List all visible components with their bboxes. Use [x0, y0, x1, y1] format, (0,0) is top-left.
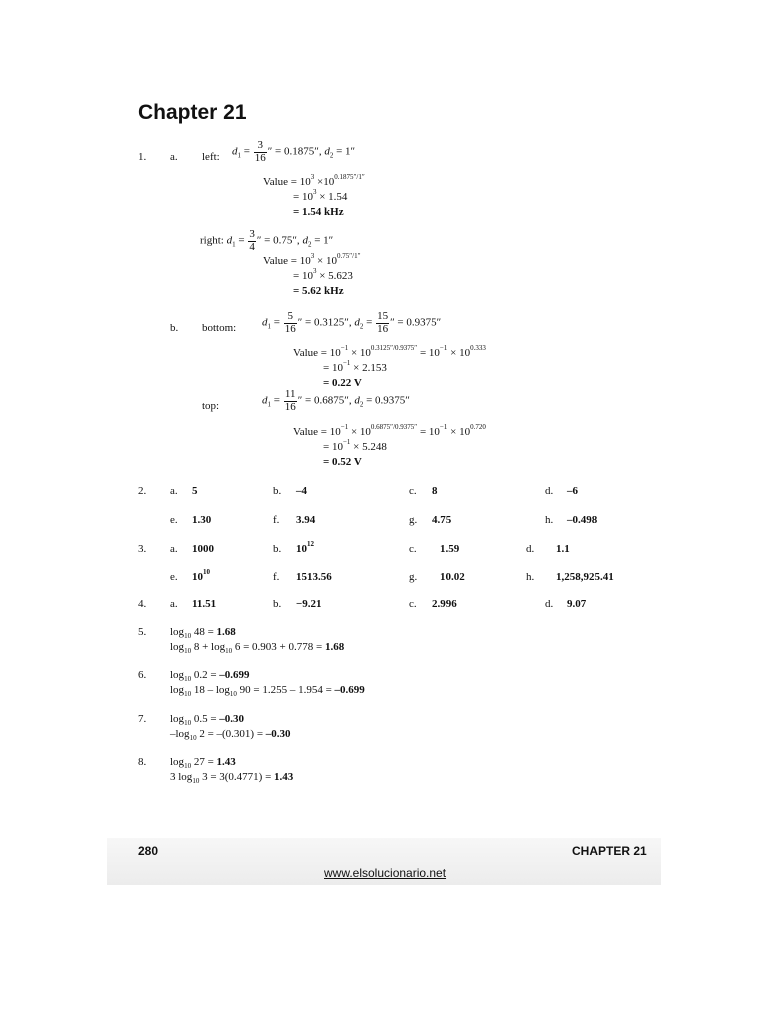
right-result: = 5.62 kHz — [293, 285, 344, 297]
answer-label: h. — [526, 571, 535, 583]
log-line-1: $\log_{10} 48 = 1.68$ — [170, 626, 236, 640]
answer-value: 1,258,925.41 — [556, 571, 614, 583]
answer-value: 5 — [192, 485, 198, 497]
answer-value: $10^{12}$ — [296, 540, 314, 555]
answer-label: d. — [545, 485, 554, 497]
bottom-result: = 0.22 V — [323, 377, 362, 389]
problem-number: 7. — [138, 713, 147, 725]
answer-label: e. — [170, 571, 178, 583]
top-result: = 0.52 V — [323, 456, 362, 468]
log-line-2: $\log_{10} 18 - \log_{10} 90 = 1.255 - 1.954 = -0.699$ — [170, 684, 365, 698]
answer-value: 1.1 — [556, 543, 570, 555]
log-line-1: $\log_{10} 27 = 1.43$ — [170, 756, 236, 770]
top-d-equation: $d_1$ = $\frac{11}{16}$ ″ = 0.6875″, $d_2 = 0.9375''$ — [262, 388, 410, 413]
answer-label: h. — [545, 514, 554, 526]
answer-value: 9.07 — [567, 598, 587, 610]
bottom-value-line1: Value = $10^{-1} \times 10^{0.3125''/0.9375''} = 10^{-1} \times 10^{0.333}$ — [293, 344, 486, 359]
top-value-line2: = $10^{-1} \times 5.248$ — [323, 438, 387, 453]
log-line-2: $\log_{10} 8 + \log_{10} 6 = 0.903 + 0.778 = 1.68$ — [170, 641, 345, 655]
answer-value: –4 — [296, 485, 307, 497]
answer-value: 11.51 — [192, 598, 217, 610]
part-label: b. — [170, 322, 179, 334]
left-value-line1: Value = $10^3 \times 10^{0.1875''/1''}$ — [263, 173, 365, 188]
answer-label: f. — [273, 514, 280, 526]
answer-label: a. — [170, 485, 178, 497]
bottom-value-line2: = $10^{-1} \times 2.153$ — [323, 359, 387, 374]
left-result: = 1.54 kHz — [293, 206, 344, 218]
problem-number: 6. — [138, 669, 147, 681]
problem-number: 5. — [138, 626, 147, 638]
log-line-1: $\log_{10} 0.5 = -0.30$ — [170, 713, 245, 727]
answer-value: 8 — [432, 485, 438, 497]
answer-value: –6 — [567, 485, 578, 497]
answer-label: b. — [273, 485, 282, 497]
answer-value: 4.75 — [432, 514, 452, 526]
bottom-label: bottom: — [202, 322, 237, 334]
answer-label: c. — [409, 485, 417, 497]
top-value-line1: Value = $10^{-1} \times 10^{0.6875''/0.9375''} = 10^{-1} \times 10^{0.720}$ — [293, 423, 486, 438]
answer-label: c. — [409, 598, 417, 610]
problem-number: 2. — [138, 485, 147, 497]
answer-label: b. — [273, 598, 282, 610]
log-line-2: 3 $\log_{10} 3 = 3(0.4771) = 1.43$ — [170, 771, 294, 785]
answer-value: 1513.56 — [296, 571, 332, 583]
top-label: top: — [202, 400, 220, 412]
part-label: a. — [170, 151, 178, 163]
page-number: 280 — [138, 844, 159, 858]
answer-label: e. — [170, 514, 178, 526]
answer-value: 1.30 — [192, 514, 212, 526]
left-label: left: — [202, 151, 220, 163]
answer-label: a. — [170, 598, 178, 610]
answer-label: c. — [409, 543, 417, 555]
answer-label: g. — [409, 571, 418, 583]
answer-value: 2.996 — [432, 598, 457, 610]
right-value-line1: Value = $10^3 \times 10^{0.75''/1''}$ — [263, 252, 361, 267]
answer-label: a. — [170, 543, 178, 555]
answer-label: d. — [526, 543, 535, 555]
answer-label: b. — [273, 543, 282, 555]
answer-value: –0.498 — [567, 514, 598, 526]
problem-number: 8. — [138, 756, 147, 768]
answer-label: d. — [545, 598, 554, 610]
answer-value: 10.02 — [440, 571, 465, 583]
chapter-title: Chapter 21 — [138, 101, 247, 124]
problem-number: 3. — [138, 543, 147, 555]
answer-label: g. — [409, 514, 418, 526]
answer-value: $10^{10}$ — [192, 568, 210, 583]
left-d-equation: $d_1$ = $\frac{3}{16}$ ″ = 0.1875″, $d_2 = 1''$ — [232, 139, 356, 164]
right-value-line2: = $10^3 \times 5.623$ — [293, 267, 353, 282]
answer-value: 1.59 — [440, 543, 460, 555]
log-line-2: $-\log_{10}$ 2 = –(0.301) = –0.30 — [170, 728, 291, 742]
answer-value: −9.21 — [296, 598, 322, 610]
problem-number: 4. — [138, 598, 147, 610]
problem-number: 1. — [138, 151, 147, 163]
answer-value: 3.94 — [296, 514, 316, 526]
answer-value: 1000 — [192, 543, 214, 555]
left-value-line2: = $10^3 \times 1.54$ — [293, 188, 348, 203]
bottom-d-equation: $d_1$ = $\frac{5}{16}$ ″ = 0.3125″, $d_2$ = $\frac{15}{16}$ ″ = 0.9375″ — [262, 310, 442, 335]
running-header-chapter: CHAPTER 21 — [572, 844, 647, 858]
log-line-1: $\log_{10} 0.2 = -0.699$ — [170, 669, 250, 683]
right-equation: right: $d_1$ = $\frac{3}{4}$ ″ = 0.75″, $d_2 = 1''$ — [200, 228, 334, 253]
answer-label: f. — [273, 571, 280, 583]
website-link[interactable]: www.elsolucionario.net — [324, 866, 447, 880]
